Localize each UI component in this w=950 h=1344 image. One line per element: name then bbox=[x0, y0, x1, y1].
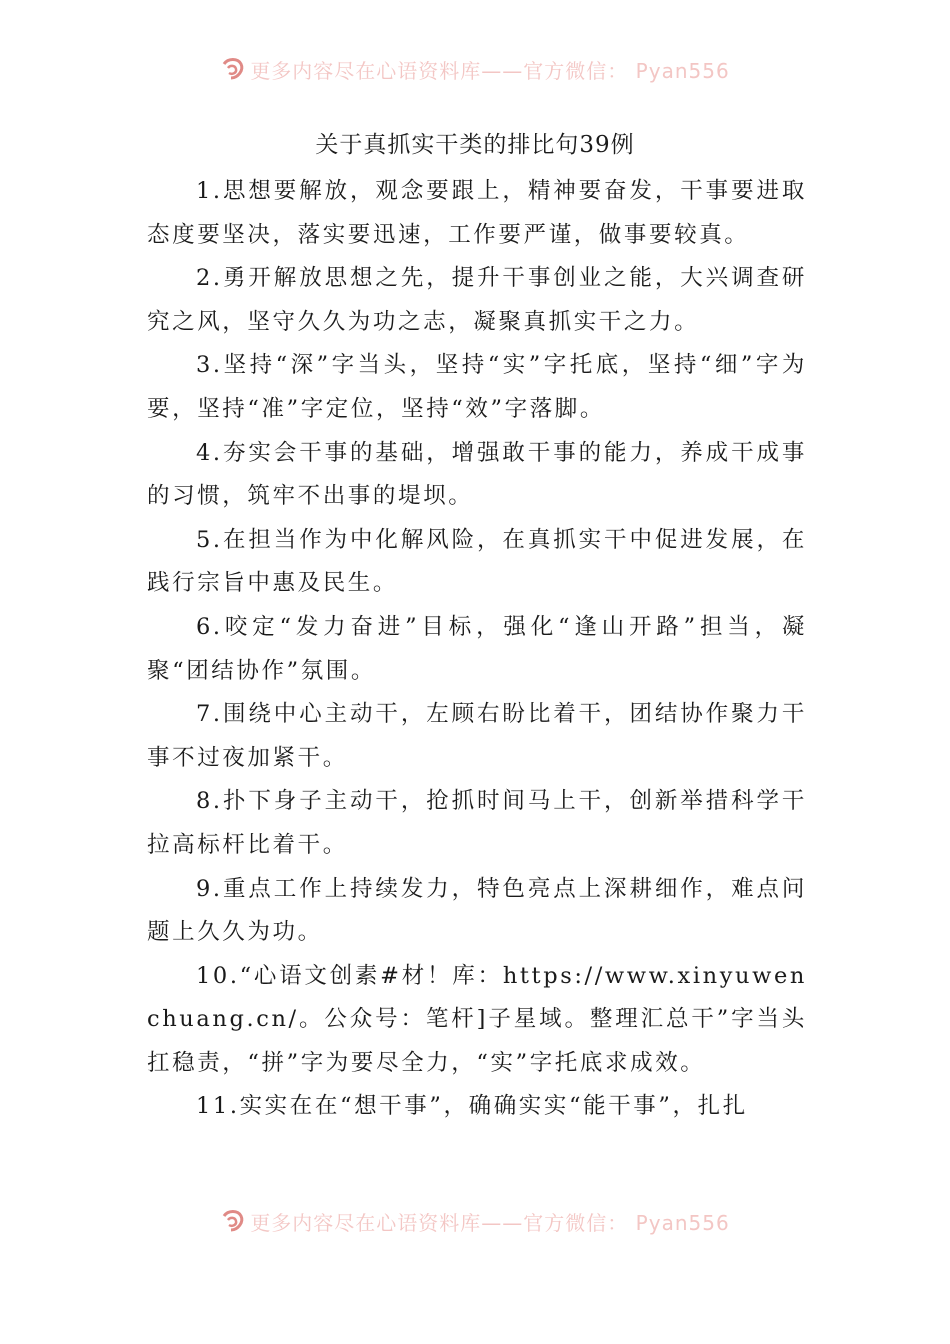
paragraph: 8.扑下身子主动干，抢抓时间马上干，创新举措科学干拉高标杆比着干。 bbox=[147, 788, 807, 858]
document-title: 关于真抓实干类的排比句39例 bbox=[315, 132, 635, 158]
paragraph: 4.夯实会干事的基础，增强敢干事的能力，养成干成事的习惯，筑牢不出事的堤坝。 bbox=[147, 439, 807, 510]
paragraph: 11.实实在在“想干事”，确确实实“能干事”，扎扎 bbox=[196, 1093, 748, 1120]
paragraph: 5.在担当作为中化解风险，在真抓实干中促进发展，在践行宗旨中惠及民生。 bbox=[147, 526, 807, 597]
watermark-text: 更多内容尽在心语资料库——官方微信： Pyan556 bbox=[250, 1210, 730, 1235]
watermark-header bbox=[0, 52, 950, 86]
logo-icon bbox=[220, 56, 246, 82]
paragraph: 7.围绕中心主动干，左顾右盼比着干，团结协作聚力干事不过夜加紧干。 bbox=[147, 701, 807, 771]
watermark-footer bbox=[0, 1204, 950, 1238]
paragraph: 10.“心语文创素#材！库：https://www.xinyuwenchuang.cn/。公众号：笔杆]子星域。整理汇总干”字当头扛稳责，“拼”字为要尽全力，“实”字托底求成效。 bbox=[147, 962, 807, 1076]
paragraph: 9.重点工作上持续发力，特色亮点上深耕细作，难点问题上久久为功。 bbox=[147, 875, 807, 946]
paragraph: 2.勇开解放思想之先，提升干事创业之能，大兴调查研究之风，坚守久久为功之志，凝聚真抓实干之力。 bbox=[147, 265, 807, 335]
document-body bbox=[147, 170, 807, 1129]
paragraph: 3.坚持“深”字当头，坚持“实”字托底，坚持“细”字为要，坚持“准”字定位，坚持“效”字落脚。 bbox=[147, 352, 807, 422]
logo-icon bbox=[220, 1208, 246, 1234]
paragraph: 1.思想要解放，观念要跟上，精神要奋发，干事要进取态度要坚决，落实要迅速，工作要严谨，做事要较真。 bbox=[147, 178, 807, 248]
watermark-text: 更多内容尽在心语资料库——官方微信： Pyan556 bbox=[250, 58, 730, 83]
paragraph: 6.咬定“发力奋进”目标，强化“逢山开路”担当，凝聚“团结协作”氛围。 bbox=[147, 613, 807, 684]
